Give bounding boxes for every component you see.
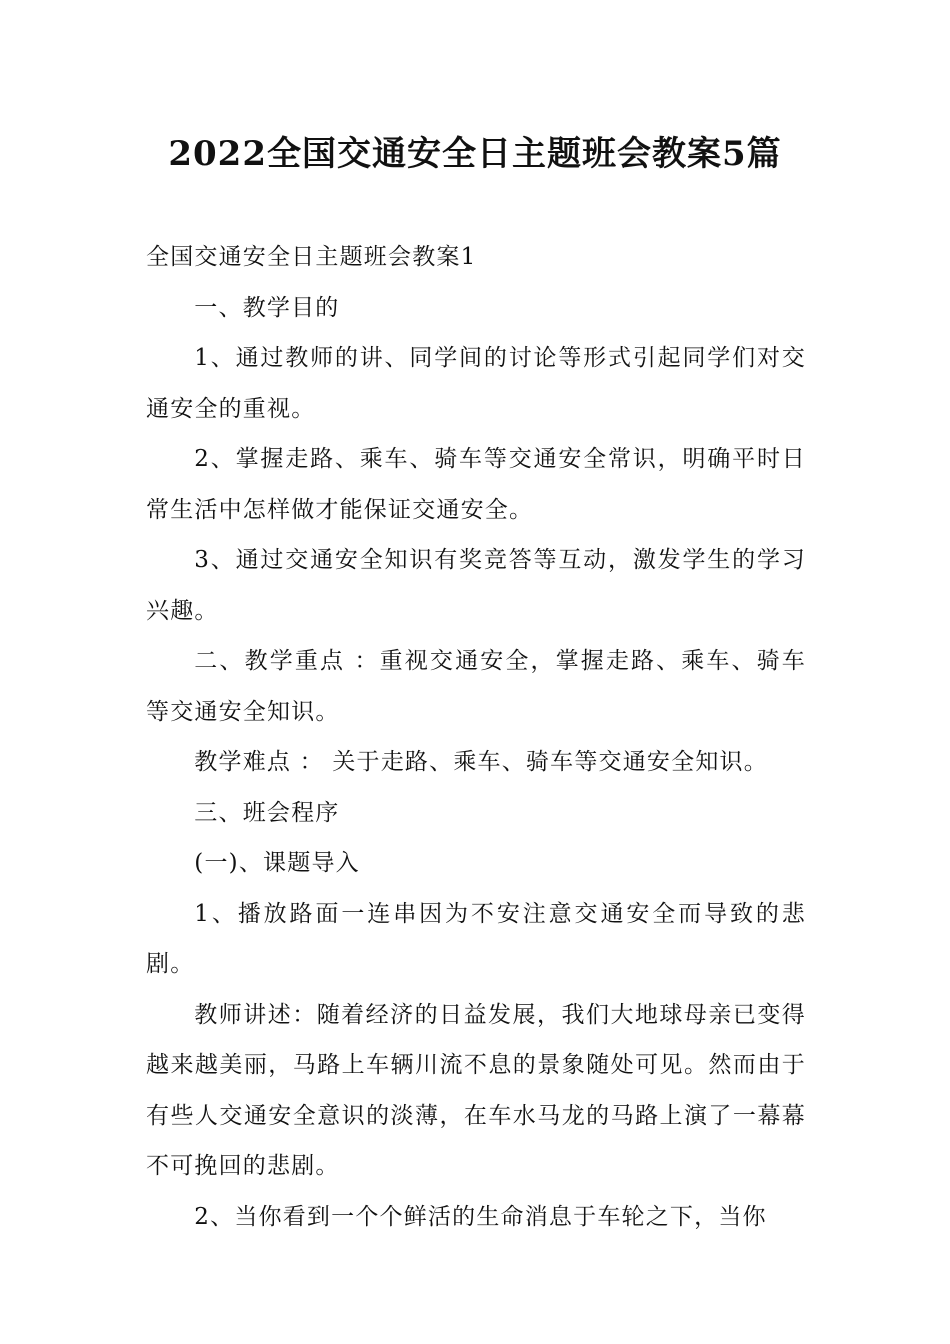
procedure-step-1: 1、播放路面一连串因为不安注意交通安全而导致的悲剧。 [146, 900, 806, 977]
teacher-narration: 教师讲述：随着经济的日益发展，我们大地球母亲已变得越来越美丽，马路上车辆川流不息的景象随处可见。然而由于有些人交通安全意识的淡薄，在车水马龙的马路上演了一幕幕不可挽回的悲剧。 [146, 1001, 806, 1179]
procedure-step-2: 2、当你看到一个个鲜活的生命消息于车轮之下，当你 [194, 1203, 767, 1230]
objective-3: 3、通过交通安全知识有奖竞答等互动，激发学生的学习兴趣。 [146, 547, 806, 624]
document-body [146, 232, 806, 1242]
section-class-procedure: 三、班会程序 [194, 799, 340, 826]
document-title: 2022全国交通安全日主题班会教案5篇 [168, 134, 782, 174]
section-teaching-focus: 二、教学重点 ：重视交通安全，掌握走路、乘车、骑车等交通安全知识。 [146, 648, 806, 725]
objective-1: 1、通过教师的讲、同学间的讨论等形式引起同学们对交通安全的重视。 [146, 345, 806, 422]
heading-lesson-plan-1: 全国交通安全日主题班会教案1 [146, 244, 477, 270]
subsection-introduction: (一)、课题导入 [194, 850, 360, 876]
teaching-difficulty: 教学难点 ： 关于走路、乘车、骑车等交通安全知识。 [194, 749, 768, 775]
objective-2: 2、掌握走路、乘车、骑车等交通安全常识，明确平时日常生活中怎样做才能保证交通安全。 [146, 446, 806, 523]
section-teaching-objectives: 一、教学目的 [194, 294, 340, 321]
